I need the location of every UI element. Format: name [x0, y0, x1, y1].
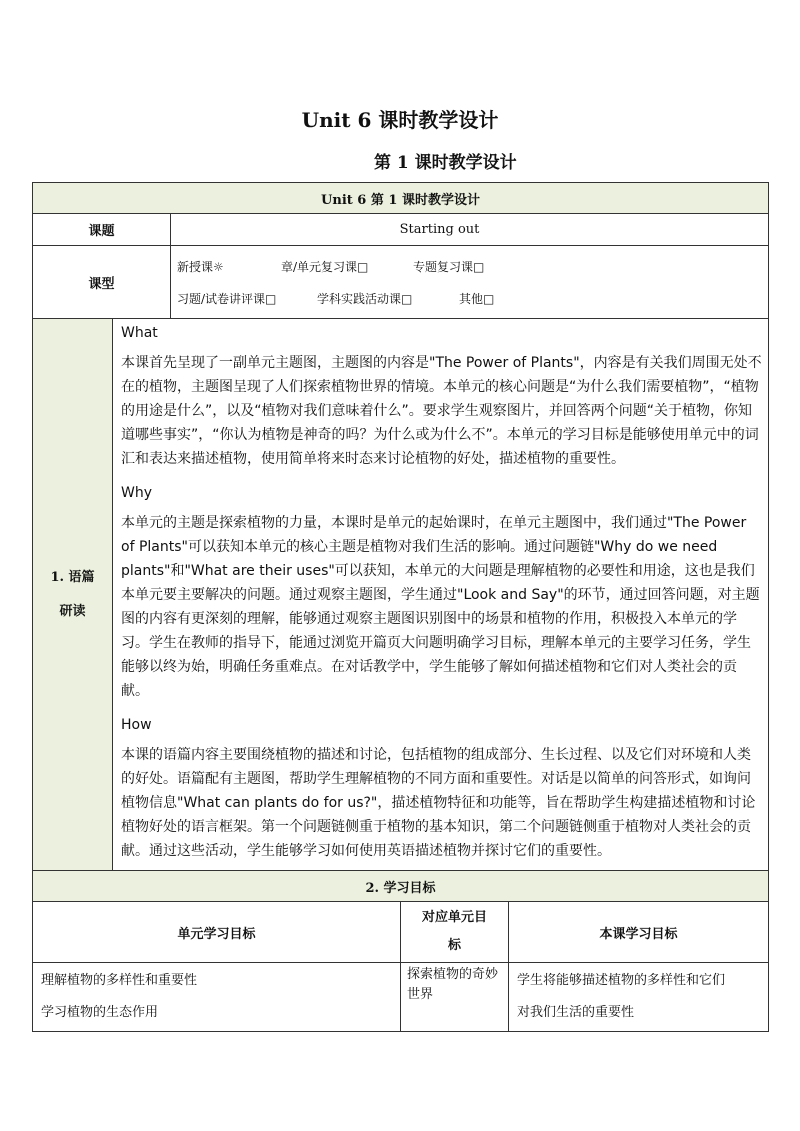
lesson-type-row-2 [177, 282, 762, 314]
section2-header: 2. 学习目标 [33, 871, 769, 902]
lesson-goals-heading: 本课学习目标 [509, 902, 769, 963]
mapped-goal-heading-line2: 标 [447, 938, 461, 953]
why-paragraph: 本单元的主题是探索植物的力量，本课时是单元的起始课时，在单元主题图中，我们通过"The Power of Plants"可以获知本单元的核心主题是植物对我们生活的影响。通过问题链"Why do we need plants"和"What are their uses"可以获知，本单元的大问题是理解植物的必要性和用途，这也是我们本单元要主要解决的问题。通过观察主题图，学生通过"Look and Say"的环节，通过回答问题，对主题图的内容有更深刻的理解，能够通过观察主题图识别图中的场景和植物的作用，积极投入本单元的学习。学生在教师的指导下，能通过浏览开篇页大问题明确学习目标，理解本单元的主要学习任务，学生能够以终为始，明确任务重难点。在对话教学中，学生能够了解如何描述植物和它们对人类社会的贡献。 [121, 515, 760, 699]
what-heading: What [121, 325, 158, 341]
mapped-goal-cell: 探索植物的奇妙世界 [401, 963, 509, 1032]
document-subtitle: 第 1 课时教学设计 [374, 153, 517, 173]
lesson-type-row-1 [177, 250, 762, 282]
type-option-topic-review: 专题复习课□ [413, 259, 485, 274]
lesson-type-label: 课型 [33, 246, 171, 319]
unit-goal-item: 学习植物的生态作用 [41, 1005, 159, 1020]
section1-label [33, 319, 113, 871]
mapped-goal-heading [401, 902, 509, 963]
topic-value: Starting out [171, 214, 769, 246]
type-option-new: 新授课☼ [177, 259, 224, 274]
lesson-goal-cell [509, 963, 769, 1032]
what-paragraph: 本课首先呈现了一副单元主题图，主题图的内容是"The Power of Plants"，内容是有关我们周围无处不在的植物，主题图呈现了人们探索植物世界的情境。本单元的核心问题是“为什么我们需要植物”，“植物的用途是什么”，以及“植物对我们意味着什么”。要求学生观察图片，并回答两个问题“关于植物，你知道哪些事实”，“你认为植物是神奇的吗？为什么或为什么不”。本单元的学习目标是能够使用单元中的词汇和表达来描述植物，使用简单将来时态来讨论植物的好处，描述植物的重要性。 [121, 355, 762, 467]
how-paragraph: 本课的语篇内容主要围绕植物的描述和讨论，包括植物的组成部分、生长过程、以及它们对环境和人类的好处。语篇配有主题图，帮助学生理解植物的不同方面和重要性。对话是以简单的问答形式，如询问植物信息"What can plants do for us?"，描述植物特征和功能等，旨在帮助学生构建描述植物和讨论植物好处的语言框架。第一个问题链侧重于植物的基本知识，第二个问题链侧重于植物对人类社会的贡献。通过这些活动，学生能够学习如何使用英语描述植物并探讨它们的重要性。 [121, 747, 756, 859]
how-heading: How [121, 717, 152, 733]
lesson-goal-line2: 对我们生活的重要性 [517, 1005, 635, 1020]
type-option-other: 其他□ [459, 291, 495, 306]
lesson-goal-line1: 学生将能够描述植物的多样性和它们 [517, 973, 726, 988]
type-option-practice: 学科实践活动课□ [317, 291, 413, 306]
topic-label: 课题 [33, 214, 171, 246]
lesson-type-options [171, 246, 769, 319]
text-analysis-content [113, 319, 769, 871]
why-heading: Why [121, 485, 153, 501]
unit-goals-heading: 单元学习目标 [33, 902, 401, 963]
unit-goal-item: 理解植物的多样性和重要性 [41, 973, 198, 988]
type-option-exercise: 习题/试卷讲评课□ [177, 291, 277, 306]
type-option-unit-review: 章/单元复习课□ [281, 259, 369, 274]
unit-goals-cell [33, 963, 401, 1032]
mapped-goal-heading-line1: 对应单元目 [421, 910, 487, 925]
table-header: Unit 6 第 1 课时教学设计 [33, 183, 769, 214]
document-title: Unit 6 课时教学设计 [301, 108, 499, 132]
lesson-plan-table [32, 182, 769, 1032]
section1-label-line2: 研读 [59, 603, 86, 619]
section1-label-line1: 1. 语篇 [50, 569, 95, 585]
